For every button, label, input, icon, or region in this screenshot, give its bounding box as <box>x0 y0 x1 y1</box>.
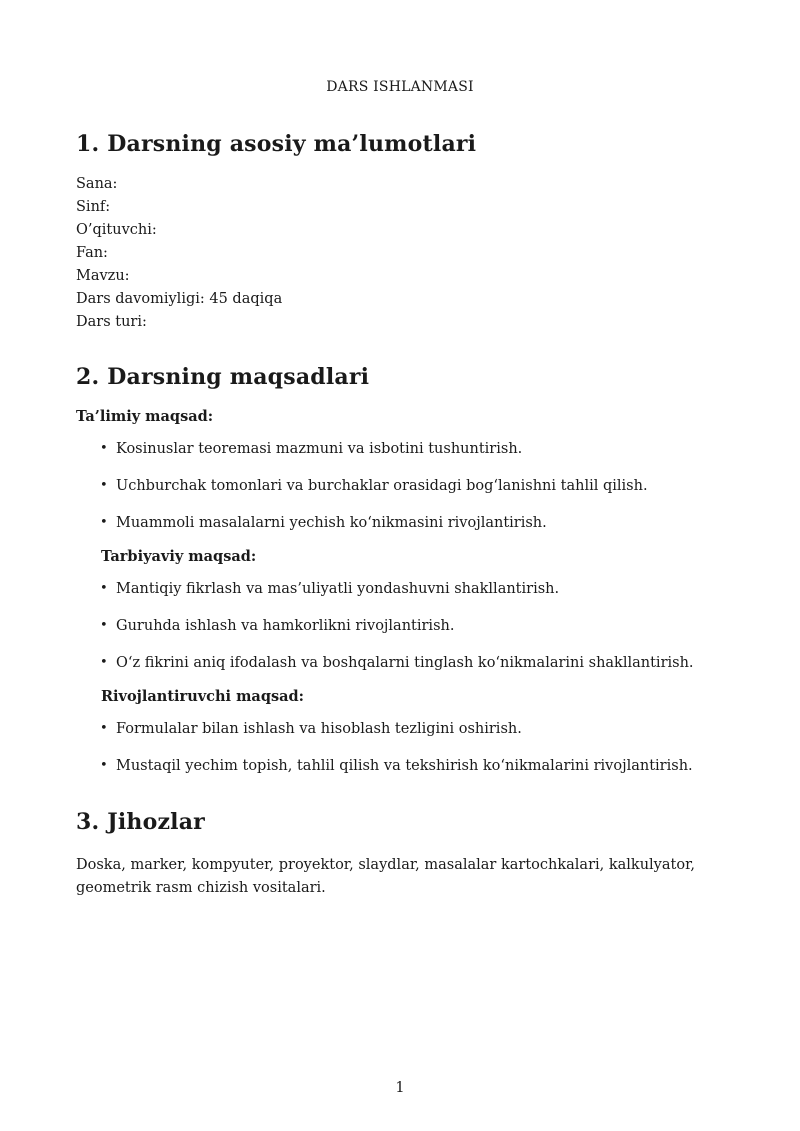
info-label: Fan: <box>76 245 108 261</box>
info-label: O’qituvchi: <box>76 222 157 238</box>
info-item-lesson-type <box>76 311 726 334</box>
info-item-date <box>76 173 726 196</box>
bullet-icon: • <box>100 581 108 596</box>
goal-list-educational <box>76 439 726 533</box>
equipment-text: Doska, marker, kompyuter, proyektor, slaydlar, masalalar kartochkalari, kalkulyator, geometrik rasm chizish vositalari. <box>76 857 696 896</box>
list-item <box>100 476 726 496</box>
list-item-text: Mantiqiy fikrlash va mas’uliyatli yondashuvni shakllantirish. <box>116 581 560 597</box>
info-label: Sana: <box>76 176 118 192</box>
list-item <box>100 616 726 636</box>
list-item-text: Guruhda ishlash va hamkorlikni rivojlantirish. <box>116 618 455 634</box>
list-item <box>100 653 726 673</box>
bullet-icon: • <box>100 618 108 633</box>
bullet-icon: • <box>100 758 108 773</box>
list-item <box>100 513 726 533</box>
list-item-text: Formulalar bilan ishlash va hisoblash tezligini oshirish. <box>116 721 522 737</box>
goal-list-developmental <box>76 719 726 776</box>
info-label: Mavzu: <box>76 268 130 284</box>
list-item-text: Uchburchak tomonlari va burchaklar orasidagi bog‘lanishni tahlil qilish. <box>116 478 648 494</box>
bullet-icon: • <box>100 515 108 530</box>
info-item-teacher <box>76 219 726 242</box>
info-item-topic <box>76 265 726 288</box>
info-label: Dars turi: <box>76 314 147 330</box>
list-item-text: O‘z fikrini aniq ifodalash va boshqalarni tinglash ko‘nikmalarini shakllantirish. <box>116 655 694 671</box>
section-1-title: 1. Darsning asosiy ma’lumotlari <box>76 131 477 157</box>
list-item-text: Muammoli masalalarni yechish ko‘nikmasini rivojlantirish. <box>116 515 547 531</box>
list-item <box>100 719 726 739</box>
page-number: 1 <box>395 1080 405 1096</box>
bullet-icon: • <box>100 721 108 736</box>
basic-info-list <box>76 173 726 334</box>
bullet-icon: • <box>100 478 108 493</box>
section-2-title: 2. Darsning maqsadlari <box>76 364 370 390</box>
section-3-title: 3. Jihozlar <box>76 809 205 835</box>
list-item <box>100 579 726 599</box>
goal-group-heading-upbringing: Tarbiyaviy maqsad: <box>101 548 257 565</box>
info-value: 45 daqiqa <box>209 291 283 307</box>
info-label: Sinf: <box>76 199 111 215</box>
info-item-class <box>76 196 726 219</box>
document-title: DARS ISHLANMASI <box>326 79 474 95</box>
list-item-text: Mustaqil yechim topish, tahlil qilish va tekshirish ko‘nikmalarini rivojlantirish. <box>116 758 693 774</box>
bullet-icon: • <box>100 441 108 456</box>
info-label: Dars davomiyligi: <box>76 291 205 307</box>
document-body <box>76 128 726 900</box>
goal-group-heading-educational: Ta’limiy maqsad: <box>76 408 214 425</box>
info-item-subject <box>76 242 726 265</box>
goal-list-upbringing <box>76 579 726 673</box>
list-item <box>100 439 726 459</box>
info-item-duration <box>76 288 726 311</box>
bullet-icon: • <box>100 655 108 670</box>
goal-group-heading-developmental: Rivojlantiruvchi maqsad: <box>101 688 305 705</box>
list-item <box>100 756 726 776</box>
list-item-text: Kosinuslar teoremasi mazmuni va isbotini tushuntirish. <box>116 441 523 457</box>
